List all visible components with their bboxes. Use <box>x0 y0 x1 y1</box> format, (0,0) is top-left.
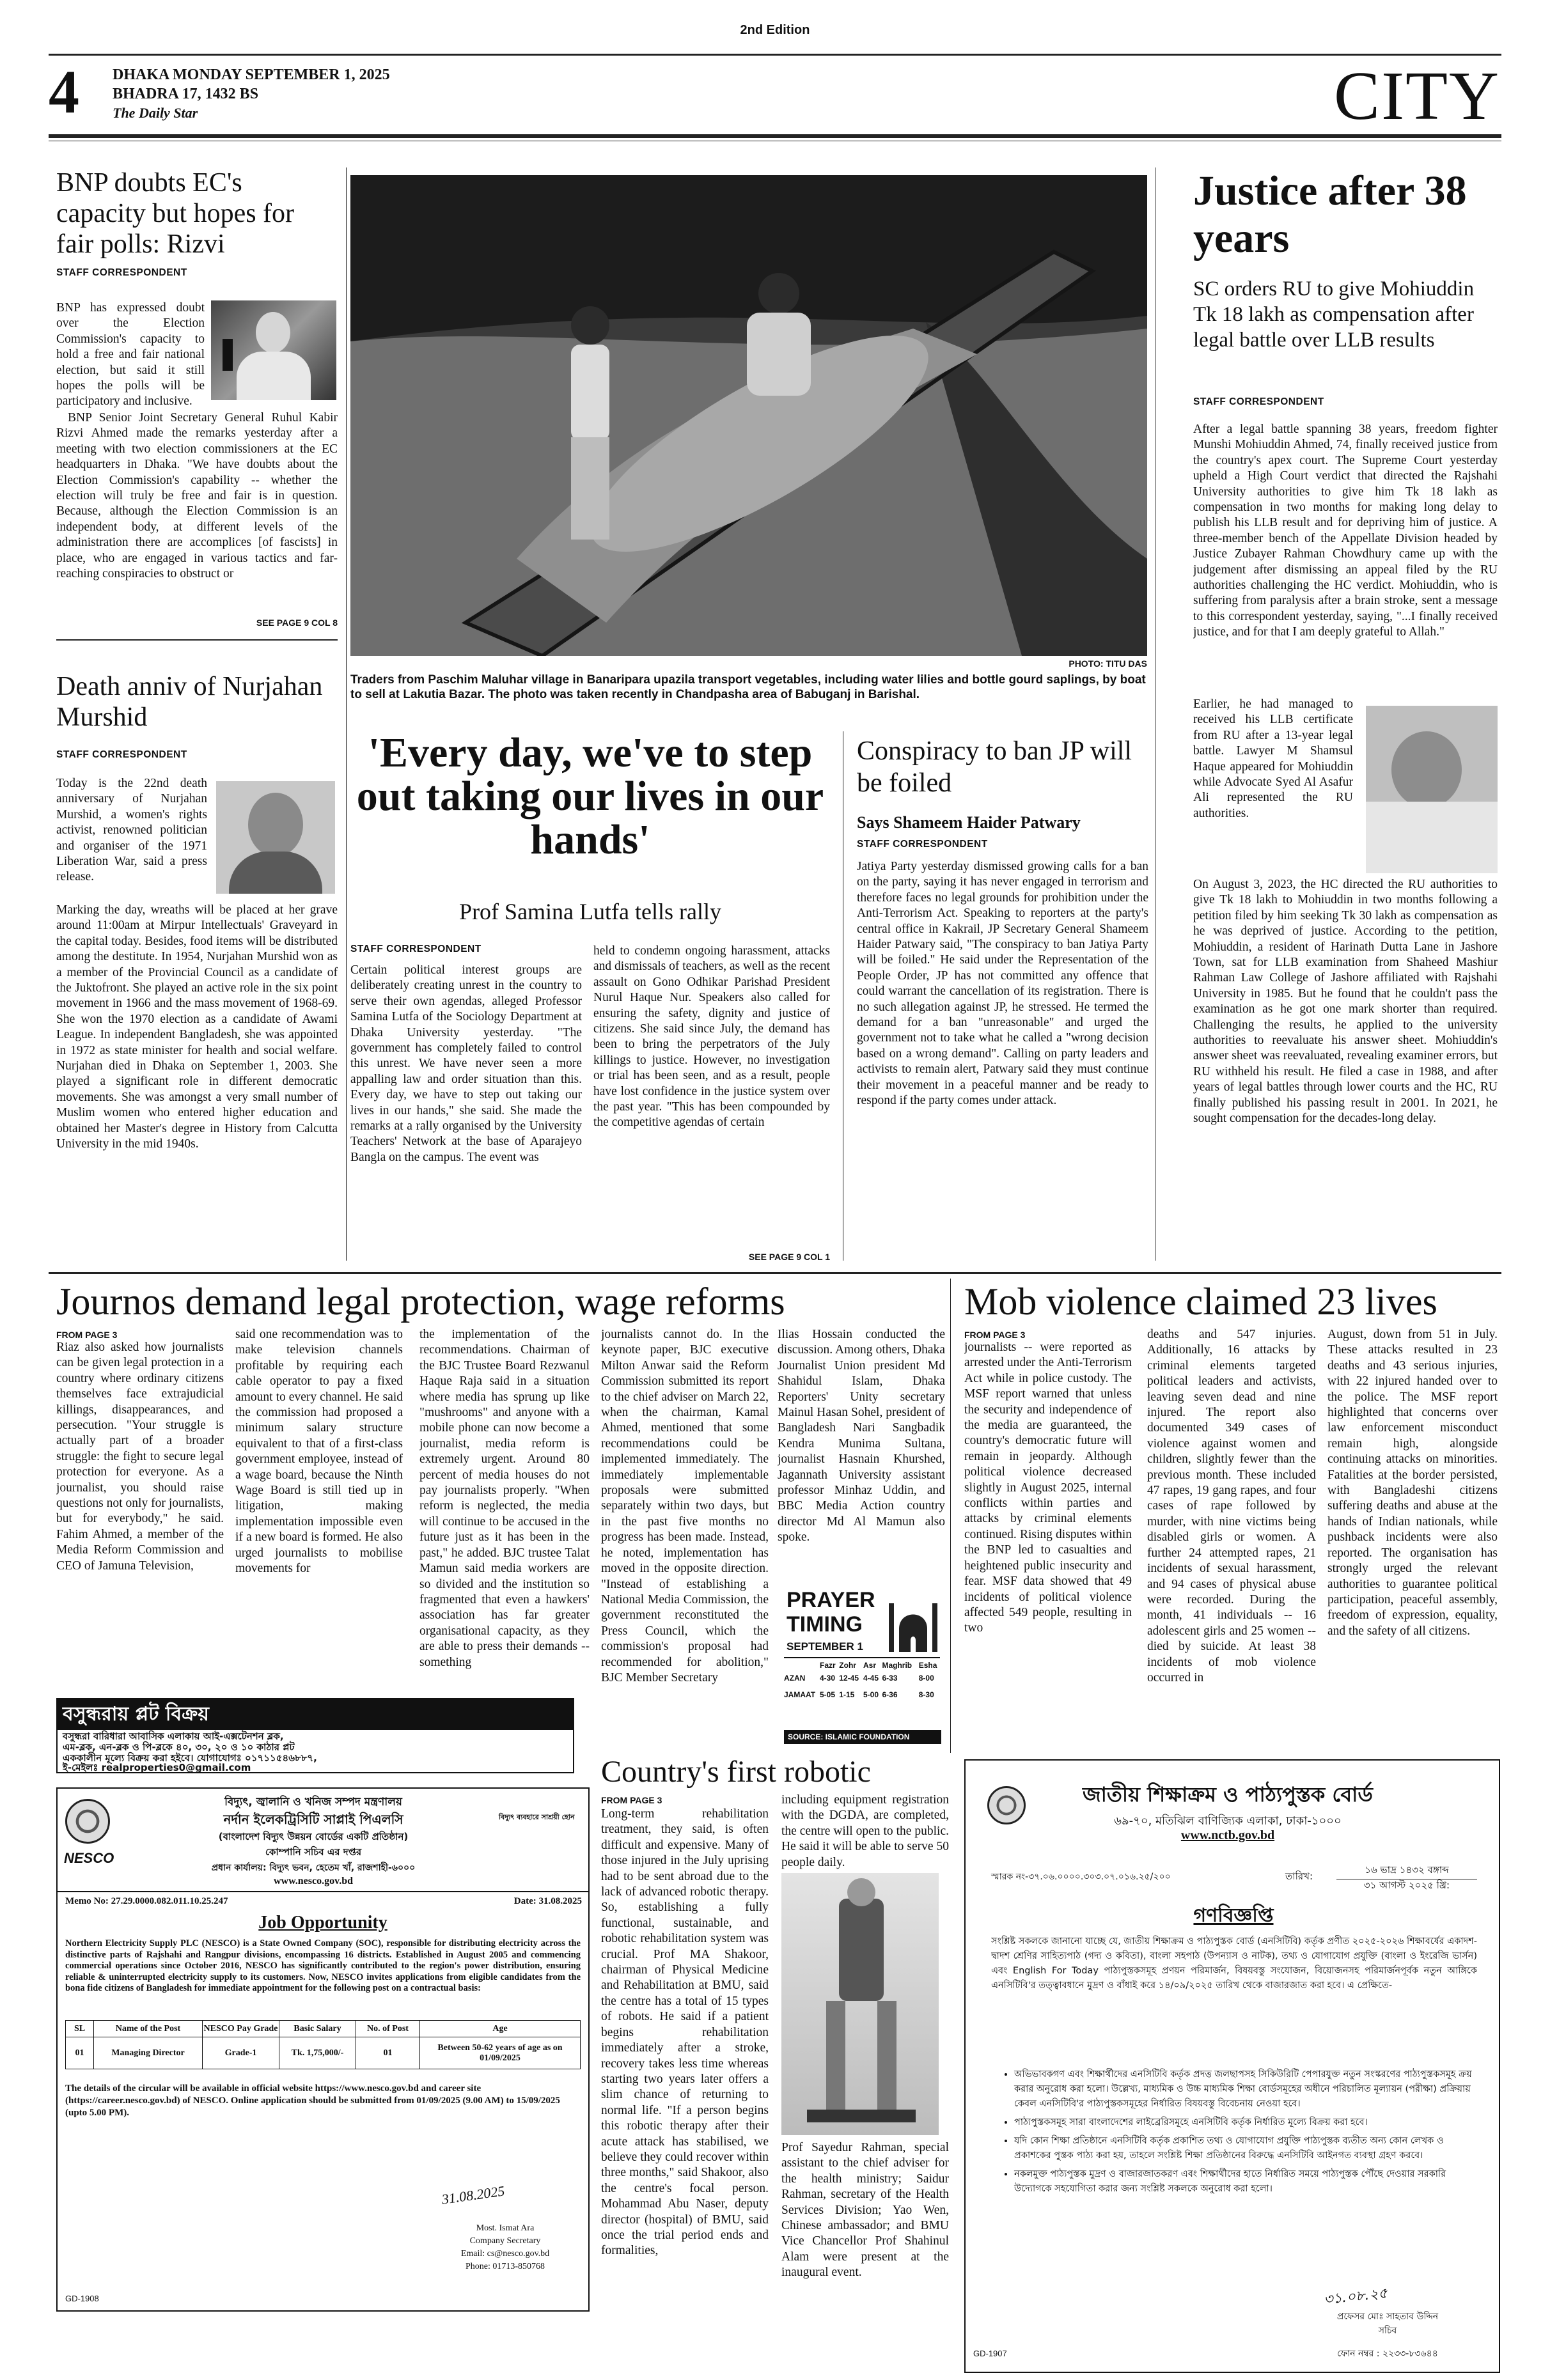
nctb-bullet: • নকলমুক্ত পাঠ্যপুস্তক মুদ্রণ ও বাজারজাতকরণ এবং শিক্ষার্থীদের হাতে নির্ধারিত সময়ে পাঠ্যপুস্তক পৌঁছে দেওয়ার সরকারি উদ্যোগকে সহযোগিতা করার জন্য সংশ্লিষ্ট সকলকে অনুরোধ করা হলো। <box>1014 2167 1478 2197</box>
nctb-signer: প্রফেসর মোঃ সাহতাব উদ্দিন <box>1336 2312 1439 2322</box>
journos-col1: Riaz also asked how journalists can be given legal protection in a country where ordinary citizens themselves face extrajudicial killings, disappearances, and persecution. "Your struggle is actually part of a broader struggle: the fight to secure legal protection for everyone. As a journalist, you should raise questions not only for journalists, but for everybody," he said. Fahim Ahmed, a member of the Media Reform Commission and CEO of Jamuna Television, <box>56 1341 224 1573</box>
mob-col2: deaths and 547 injuries. Additionally, 16 attacks by criminal elements targeted political leaders and activists, leaving seven dead and nine injured. The report also documented 349 cases of violence against women and children, slightly fewer than the previous month. These included 47 rapes, 19 gang rapes, and four cases of rape followed by murder, with nine victims being disabled girls or women. A further 24 attempted rapes, 21 incidents of sexual harassment, and 94 cases of physical abuse were recorded. During the month, 41 individuals -- 16 adolescent girls and 25 women -- died by suicide. At least 38 incidents of mob violence occurred in <box>1147 1328 1316 1684</box>
nesco-signer-phone: Phone: 01713-850768 <box>465 2262 545 2271</box>
nctb-bullet: • যদি কোন শিক্ষা প্রতিষ্ঠানে এনসিটিবি কর্তৃক প্রকাশিত তথ্য ও যোগাযোগ প্রযুক্তি পাঠ্যপুস্তক ব্যতীত অন্য কোন লেখক ও প্রকাশকের পুস্তক পাঠ্য করা হয়, তাহলে সংশ্লিষ্ট শিক্ষা প্রতিষ্ঠানের বিরুদ্ধে এনসিটিবি আইনগত ব্যবস্থা গ্রহণ করবে। <box>1014 2134 1478 2163</box>
nesco-title: Job Opportunity <box>258 1913 388 1933</box>
everyday-col2: held to condemn ongoing harassment, attacks and dismissals of teachers, as well as the recent assault on Gono Odhikar Parishad President Nurul Haque Nur. Speakers also called for ensuring the safety, dignity and justice of citizens. She said since July, the demand has been to bring the perpetrators of the July killings to justice. However, no investigation or trial has been seen, and as a result, people have lost confidence in the justice system over the past year. "This has been compounded by the competitive agendas of certain <box>593 944 830 1130</box>
nesco-company-bn: নর্দান ইলেকট্রিসিটি সাপ্লাই পিএলসি <box>223 1812 403 1827</box>
everyday-byline: STAFF CORRESPONDENT <box>350 944 481 954</box>
edition-label: 2nd Edition <box>740 23 810 37</box>
prayer-title <box>787 1588 882 1637</box>
nctb-address: ৬৯-৭০, মতিঝিল বাণিজ্যিক এলাকা, ঢাকা-১০০০ <box>1114 1814 1342 1828</box>
nctb-date1: ১৬ ভাদ্র ১৪৩২ বঙ্গাব্দ <box>1336 1863 1477 1879</box>
mosque-icon <box>886 1591 940 1652</box>
murshid-body: Marking the day, wreaths will be placed at her grave around 11:00am at Mirpur Intellectuals' Graveyard in the capital today. Besides, food items will be distributed among the destitute. In 1954, Nurjahan Murshid won as a member of the Provincial Council as a candidate of the Juktofront. She played an active role in the six point movement in 1966 and the mass movement of 1968-69. She won the 1970 election as a candidate of Awami League. In independent Bangladesh, she was appointed in 1972 as state minister for health and social welfare. Nurjahan died in Dhaka on September 1, 2003. She played a significant role in different democratic movements. She was amongst a very small number of Muslim women who entered higher education and obtained her Master's degree in History from Calcutta University in the mid 1940s. <box>56 903 338 1151</box>
everyday-deck: Prof Samina Lutfa tells rally <box>459 899 721 924</box>
plot-ad-line2: এম-ব্লক, এন-ব্লক ও পি-ব্লকে ৪০, ৩০, ২০ ও ১০ কাঠার প্লট <box>63 1741 295 1753</box>
justice-body3: On August 3, 2023, the HC directed the RU authorities to give Tk 18 lakh to Mohiuddin in two months following a petition filed by him seeking Tk 30 lakh as compensation as he was deprived of justice. According to the petition, Mohiuddin, a resident of Harinath Dutta Lane in Jashore Town, sat for LLB examination from Shaheed Mashiur Rahman Law College of Jashore affiliated with Rajshahi University in 1985. But he found that he couldn't pass the examination as he got one mark shorter than required. Challenging the results, he applied to the university authorities to reevaluate his answer sheet. Mohiuddin's answer sheet was reevaluated, revealing examiner errors, but RU withheld his result. He filed a case in 1988, and after years of legal battles through lower courts and the HC, RU finally published his passing result in 2001. In 2021, he sought compensation for the decades-long delay. <box>1193 878 1498 1126</box>
main-photo <box>350 175 1147 656</box>
nesco-ministry: বিদ্যুৎ, জ্বালানি ও খনিজ সম্পদ মন্ত্রণালয় <box>224 1796 402 1808</box>
murshid-byline: STAFF CORRESPONDENT <box>56 749 187 760</box>
plot-ad-line3: এককালীন মূল্যে বিক্রয় করা হইবে। যোগাযোগঃ ০১৭১১৫৪৬৮৮৭, <box>63 1752 317 1764</box>
prayer-title-1: PRAYER <box>787 1588 875 1612</box>
section-title: CITY <box>1334 61 1500 132</box>
robotic-photo <box>781 1873 939 2135</box>
mob-headline: Mob violence claimed 23 lives <box>964 1280 1437 1323</box>
photo-caption: Traders from Paschim Maluhar village in Banaripara upazila transport vegetables, including water lilies and bottle gourd saplings, by boat to sell at Lakutia Bazar. The photo was taken recently in Chandpasha area of Babuganj in Barishal. <box>350 673 1146 701</box>
plot-ad-email: ই-মেইলঃ realproperties0@gmail.com <box>63 1762 251 1773</box>
nctb-notice-title: গণবিজ্ঞপ্তি <box>1193 1904 1274 1927</box>
rizvi-body: BNP Senior Joint Secretary General Ruhul Kabir Rizvi Ahmed made the remarks yesterday after a meeting with two election commissioners at the EC headquarters in Dhaka. "We have doubts about the Election Commission's capability -- whether the election will truly be free and fair is in question. Because, although the Election Commission is an independent body, at different levels of the administration there are accomplices [of fascists] in place, who are engaged in various tactics and far-reaching conspiracies to obstruct or <box>56 411 338 581</box>
nctb-phone: ফোন নম্বর : ২২৩৩-৮৩৬৪৪ <box>1337 2349 1438 2359</box>
photo-credit: PHOTO: TITU DAS <box>1069 658 1147 669</box>
newspaper-logo: The Daily Star <box>113 105 198 121</box>
prayer-header-row: Fazr Zohr Asr Maghrib Esha <box>820 1661 937 1670</box>
nesco-sub-bn: (বাংলাদেশ বিদ্যুৎ উন্নয়ন বোর্ডের একটি প্রতিষ্ঠান) <box>218 1831 409 1842</box>
prayer-table <box>784 1661 941 1703</box>
nesco-logo: NESCO <box>64 1850 114 1866</box>
mob-from-page: FROM PAGE 3 <box>964 1330 1026 1340</box>
nesco-job-table <box>65 2020 581 2069</box>
plot-ad-title: বসুন্ধরায় প্লট বিক্রয় <box>58 1699 573 1730</box>
rizvi-headline: BNP doubts EC's capacity but hopes for fair polls: Rizvi <box>56 168 295 259</box>
nesco-memo: Memo No: 27.29.0000.082.011.10.25.247 <box>65 1896 228 1906</box>
nesco-signer-email: Email: cs@nesco.gov.bd <box>460 2249 550 2259</box>
nctb-para: সংশ্লিষ্ট সকলকে জানানো যাচ্ছে যে, জাতীয় শিক্ষাক্রম ও পাঠ্যপুস্তক বোর্ড (এনসিটিবি) কর্তৃক প্রণীত ২০২৫-২০২৬ শিক্ষাবর্ষের একাদশ-দ্বাদশ শ্রেণির সাহিত্যপাঠ (গদ্য ও কবিতা), বাংলা সহপাঠ (উপন্যাস ও নাটক), তথ্য ও যোগাযোগ প্রযুক্তি (বাংলা ও ইংরেজি ভার্সন) এবং English For Today পাঠ্যপুস্তকসমূহ প্রণয়ন পরিমার্জন, বিষয়বস্তু সংযোজন, বিয়োজনসহ পরিমার্জনপূর্বক নতুন আঙ্গিকে এনসিটিবি'র তত্ত্বাবধানে মুদ্রণ ও বাঁধাই করে ১৪/০৯/২০২৫ তারিখ থেকে বাজারজাত করা হবে। এ প্রেক্ষিতে- <box>991 1936 1477 1991</box>
justice-body2: Earlier, he had managed to received his LLB certificate from RU after a 13-year legal battle. Lawyer M Shamsul Haque appeared for Mohiuddin while Advocate Syed Al Asafur Ali represented the RU authorities. <box>1193 697 1353 820</box>
prayer-jamaat-row: JAMAAT 5-05 1-15 5-00 6-36 8-30 <box>784 1690 934 1699</box>
nesco-signer-title: Company Secretary <box>469 2236 541 2246</box>
justice-headline: Justice after 38 years <box>1193 167 1467 261</box>
nctb-date2: ৩১ আগস্ট ২০২৫ খ্রি: <box>1363 1879 1450 1891</box>
nesco-web: www.nesco.gov.bd <box>273 1876 354 1886</box>
dateline-date: DHAKA MONDAY SEPTEMBER 1, 2025 <box>113 66 390 83</box>
prayer-title-2: TIMING <box>787 1612 863 1637</box>
mob-col3: August, down from 51 in July. These attacks resulted in 23 deaths and 43 serious injuries, with 22 injured handed over to the police. The MSF report highlighted that concerns over law enforcement misconduct remain high, alongside continuing attacks on minorities. Fatalities at the border persisted, with Bangladeshi citizens suffering deaths and abuse at the hands of Indian nationals, while pushback incidents were also reported. The organisation has strongly urged the relevant authorities to guarantee political participation, peaceful assembly, freedom of expression, equality, and the safety of all citizens. <box>1327 1328 1498 1638</box>
dateline-bangla: BHADRA 17, 1432 BS <box>113 86 259 102</box>
nctb-bullet: • পাঠ্যপুস্তকসমূহ সারা বাংলাদেশের লাইব্রেরিসমূহে এনসিটিবি কর্তৃক নির্ধারিত মূল্যে বিক্রয় করা হবে। <box>1014 2115 1478 2130</box>
everyday-headline: 'Every day, we've to step out taking our lives in our hands' <box>356 731 824 863</box>
jp-headline: Conspiracy to ban JP will be foiled <box>857 736 1132 798</box>
prayer-date: SEPTEMBER 1 <box>787 1640 863 1653</box>
nctb-signature: ৩১.০৮.২৫ <box>1323 2285 1388 2308</box>
murshid-lead: Today is the 22nd death anniversary of Nurjahan Murshid, a women's rights activist, renowned politician and organiser of the 1971 Liberation War, said a press release. <box>56 777 207 884</box>
nctb-web: www.nctb.gov.bd <box>1180 1828 1275 1842</box>
prayer-azan-row: AZAN 4-30 12-45 4-45 6-33 8-00 <box>784 1674 934 1683</box>
nesco-code: GD-1908 <box>65 2294 99 2303</box>
nctb-memo: স্মারক নং-৩৭.০৬.০০০০.৩০৩.০৭.০১৬.২৫/২০০ <box>991 1872 1171 1882</box>
journos-col5: Ilias Hossain conducted the discussion. Among others, Dhaka Journalist Union president Md Shahidul Islam, Dhaka Reporters' Unity secretary Mainul Hasan Sohel, president of Bangladesh Nari Sangbadik Kendra Munima Sultana, journalist Hasnain Khurshed, Jagannath University assistant professor Minhaz Uddin, and BBC Media Action country director Md Al Mamun also spoke. <box>778 1328 945 1544</box>
nctb-title: জাতীয় শিক্ষাক্রম ও পাঠ্যপুস্তক বোর্ড <box>1083 1782 1373 1807</box>
robotic-caption: Prof Sayedur Rahman, special assistant to the chief adviser for the health ministry; Saidur Rahman, secretary of the Health Services Division; Yao Wen, Chinese ambassador; and BMU Vice Chancellor Prof Shahinul Alam were present at the inaugural event. <box>781 2141 949 2280</box>
robotic-col1: Long-term rehabilitation treatment, they said, is often difficult and expensive. Many of those injured in the July uprising had to be sent abroad due to the lack of advanced robotic therapy. So, establishing a fully functional, sustainable, and robotic rehabilitation system was crucial. Prof MA Shakoor, chairman of Physical Medicine and Rehabilitation at BMU, said the centre has a total of 15 types of robots. He said if a patient begins rehabilitation immediately after a stroke, recovery takes less time whereas starting two years later offers a slim chance of returning to normal life. "If a person begins this robotic therapy after their acute attack has stabilised, we believe they could recover within three months," said Shakoor, also the centre's focal person. Mohammad Abu Naser, deputy director (hospital) of BMU, said once the trial period ends and formalities, <box>601 1807 769 2258</box>
nesco-date: Date: 31.08.2025 <box>513 1896 582 1906</box>
nesco-table-header: SL Name of the Post NESCO Pay Grade Basic Salary No. of Post Age <box>66 2021 581 2037</box>
jp-body: Jatiya Party yesterday dismissed growing calls for a ban on the party, saying it has never engaged in terrorism and therefore faces no legal grounds for prohibition under the Anti-Terrorism Act. Speaking to reporters at the party's central office in Kakrail, JP Secretary General Shameem Haider Patwary said, "The conspiracy to ban Jatiya Party will be foiled." He said under the Representation of the People Order, JP has not committed any offence that could warrant the cancellation of its registration. There is no such allegation against JP, he stressed. He termed the demand for a ban "unreasonable" and urged the government not to take what he called a "wrong decision based on a wrong demand". Calling on party leaders and activists to remain alert, Patwary said they must continue their movement in a peaceful manner and be ready to respond if the party comes under attack. <box>857 860 1148 1108</box>
nesco-ad <box>56 1787 590 2312</box>
plot-ad <box>56 1698 574 1773</box>
murshid-headline: Death anniv of Nurjahan Murshid <box>56 672 323 732</box>
rizvi-byline: STAFF CORRESPONDENT <box>56 267 187 278</box>
rizvi-photo <box>211 300 336 400</box>
justice-deck: SC orders RU to give Mohiuddin Tk 18 lakh as compensation after legal battle over LLB results <box>1193 277 1475 352</box>
nctb-date-label: তারিখ: <box>1285 1871 1313 1882</box>
prayer-source: SOURCE: ISLAMIC FOUNDATION <box>784 1730 941 1744</box>
nctb-bullets <box>1004 2067 1478 2272</box>
nctb-signer-title: সচিব <box>1378 2326 1397 2336</box>
nesco-intro: Northern Electricity Supply PLC (NESCO) is a State Owned Company (SOC), responsible for distributing electricity across the distinctive parts of Rajshahi and Rangpur divisions, encompassing 16 districts. Established in August 2005 and commencing commercial operations since October 2016, NESCO has significantly contributed to the region's power distribution, ensuring reliable & uninterrupted electricity supply to its customers. Now, NESCO invites applications from eligible candidates from the bona fide citizens of Bangladesh for immediate appointment for the following post on a contractual basis: <box>65 1938 581 1993</box>
page-number: 4 <box>49 61 79 125</box>
nesco-details: The details of the circular will be available in official website https://www.nesco.gov.bd and career site (https://career.nesco.gov.bd) of NESCO. Online application should be submitted from 01/09/2025 (9.00 AM) to 15/09/2025 (upto 5.00 PM). <box>65 2083 560 2118</box>
rizvi-see-page: SEE PAGE 9 COL 8 <box>256 618 338 628</box>
govt-emblem-icon <box>987 1786 1026 1824</box>
journos-col2: said one recommendation was to make television channels profitable by requiring each cable operator to pay a fixed amount to every channel. He said the commission had proposed a minimum salary structure equivalent to that of a first-class government employee, instead of a wage board, because the Ninth Wage Board is still tied up in litigation, making implementation impossible even if a new board is formed. He also urged journalists to mobilise movements for <box>235 1328 403 1576</box>
rizvi-lead: BNP has expressed doubt over the Election Commission's capacity to hold a free and fair national election, but said it still hopes the polls will be participatory and inclusive. <box>56 301 205 408</box>
journos-from-page: FROM PAGE 3 <box>56 1330 118 1340</box>
justice-body1: After a legal battle spanning 38 years, freedom fighter Munshi Mohiuddin Ahmed, 74, finally received justice from the country's apex court. The Supreme Court yesterday upheld a High Court verdict that directed the Rajshahi University authorities to give him Tk 18 lakh as compensation in two months for making long delay to publish his LLB result and for depriving him of justice. A three-member bench of the Appellate Division headed by Justice Zubayer Rahman Chowdhury came up with the judgement after dismissing an appeal filed by the RU authorities challenging the HC verdict. Mohiuddin, who is suffering from paralysis after a brain stroke, sent a message to this correspondent yesterday, saying, "...I finally received justice, and for that I am deeply grateful to Allah." <box>1193 423 1498 639</box>
everyday-see-page: SEE PAGE 9 COL 1 <box>748 1252 830 1262</box>
robotic-col2: including equipment registration with the DGDA, are completed, the centre will open to the public. He said it will be able to serve 50 people daily. <box>781 1793 949 1869</box>
murshid-photo <box>216 781 335 894</box>
nesco-address-bn: প্রধান কার্যালয়: বিদ্যুৎ ভবন, হেতেম খাঁ, রাজশাহী-৬০০০ <box>211 1863 416 1873</box>
robotic-headline: Country's first robotic <box>601 1755 871 1789</box>
everyday-col1: Certain political interest groups are deliberately creating unrest in the country to serve their own agendas, alleged Professor Samina Lutfa of the Sociology Department at Dhaka University yesterday. "The government has completely failed to control this unrest. We have never seen a more appalling law and order situation than this. Every day, we have to step out taking our lives in our hands," she said. She made the remarks at a rally organised by the University Teachers' Network at the base of Aparajeyo Bangla on the campus. The event was <box>350 963 582 1164</box>
nctb-ad <box>964 1759 1500 2373</box>
jp-byline: STAFF CORRESPONDENT <box>857 839 988 850</box>
nesco-slogan: বিদ্যুৎ ব্যবহারে সাশ্রয়ী হোন <box>499 1813 575 1821</box>
jp-deck: Says Shameem Haider Patwary <box>857 813 1081 832</box>
mob-col1: journalists -- were reported as arrested under the Anti-Terrorism Act while in police custody. The MSF report warned that unless the security and independence of the media are guaranteed, the country's democratic future will remain in jeopardy. Although political violence decreased slightly in August 2025, internal conflicts within parties and attacks by criminal elements continued. Rising disputes within the BNP led to casualties and heightened public insecurity and fear. MSF data showed that 49 incidents of political violence affected 549 people, resulting in two <box>964 1341 1132 1635</box>
nesco-table-row: 01 Managing Director Grade-1 Tk. 1,75,000/- 01 Between 50-62 years of age as on 01/09/2025 <box>66 2037 581 2069</box>
nesco-signature: 31.08.2025 <box>441 2182 506 2207</box>
journos-col3: the implementation of the recommendations. Chairman of the BJC Trustee Board Rezwanul Haque Raja said in a situation where media has sprung up like "mushrooms" and anyone with a mobile phone can now become a journalist, media reform is extremely urgent. Around 80 percent of media houses do not pay journalists properly. "When reform is neglected, the media will continue to be accused in the future just as it has been in the past," he added. BJC trustee Talat Mamun said media workers are so divided and the institution so fragmented that even a hawkers' association has far greater organisational capacity, as they are able to press their demands -- something <box>419 1328 590 1669</box>
nctb-code: GD-1907 <box>973 2349 1007 2358</box>
nesco-office-bn: কোম্পানি সচিব এর দপ্তর <box>265 1846 362 1858</box>
robotic-from-page: FROM PAGE 3 <box>601 1795 662 1805</box>
plot-ad-line1: বসুন্ধরা বারিধারা আবাসিক এলাকায় আই-এক্সটেনশন ব্লক, <box>63 1731 284 1742</box>
nctb-bullet: • অভিভাবকগণ এবং শিক্ষার্থীদের এনসিটিবি কর্তৃক প্রদত্ত জলছাপসহ সিকিউরিটি পেপারযুক্ত নতুন সংস্করণের পাঠ্যপুস্তকসমূহ ক্রয় করার অনুরোধ করা হলো। উল্লেখ্য, মাধ্যমিক ও উচ্চ মাধ্যমিক শিক্ষা বোর্ডসমূহের অধীনে পরিচালিত মূল্যায়ন (পরীক্ষা) প্রক্রিয়ায় কেবল এনসিটিবি'র পাঠ্যপুস্তকসমূহের নির্ধারিত বিষয়বস্তু বিবেচনায় নেওয়া হবে। <box>1014 2067 1478 2112</box>
journos-col4: journalists cannot do. In the keynote paper, BJC executive Milton Anwar said the Reform Commission submitted its report to the chief adviser on March 22, when the chairman, Kamal Ahmed, mentioned that some recommendations could be implemented immediately. The immediately implementable proposals were submitted separately within two days, but in the past five months no progress has been made. Instead, he noted, implementation has moved in the opposite direction. "Instead of establishing a National Media Commission, the government reconstituted the Press Council, which the commission's proposal had recommended for abolition," BJC Member Secretary <box>601 1328 769 1684</box>
justice-byline: STAFF CORRESPONDENT <box>1193 396 1324 407</box>
journos-headline: Journos demand legal protection, wage reforms <box>56 1280 785 1323</box>
nesco-signer-name: Most. Ismat Ara <box>476 2223 535 2233</box>
boat-scene-illustration <box>350 175 1147 656</box>
prayer-timing-box <box>781 1588 943 1748</box>
justice-photo <box>1366 706 1498 873</box>
govt-emblem-icon <box>65 1799 110 1844</box>
